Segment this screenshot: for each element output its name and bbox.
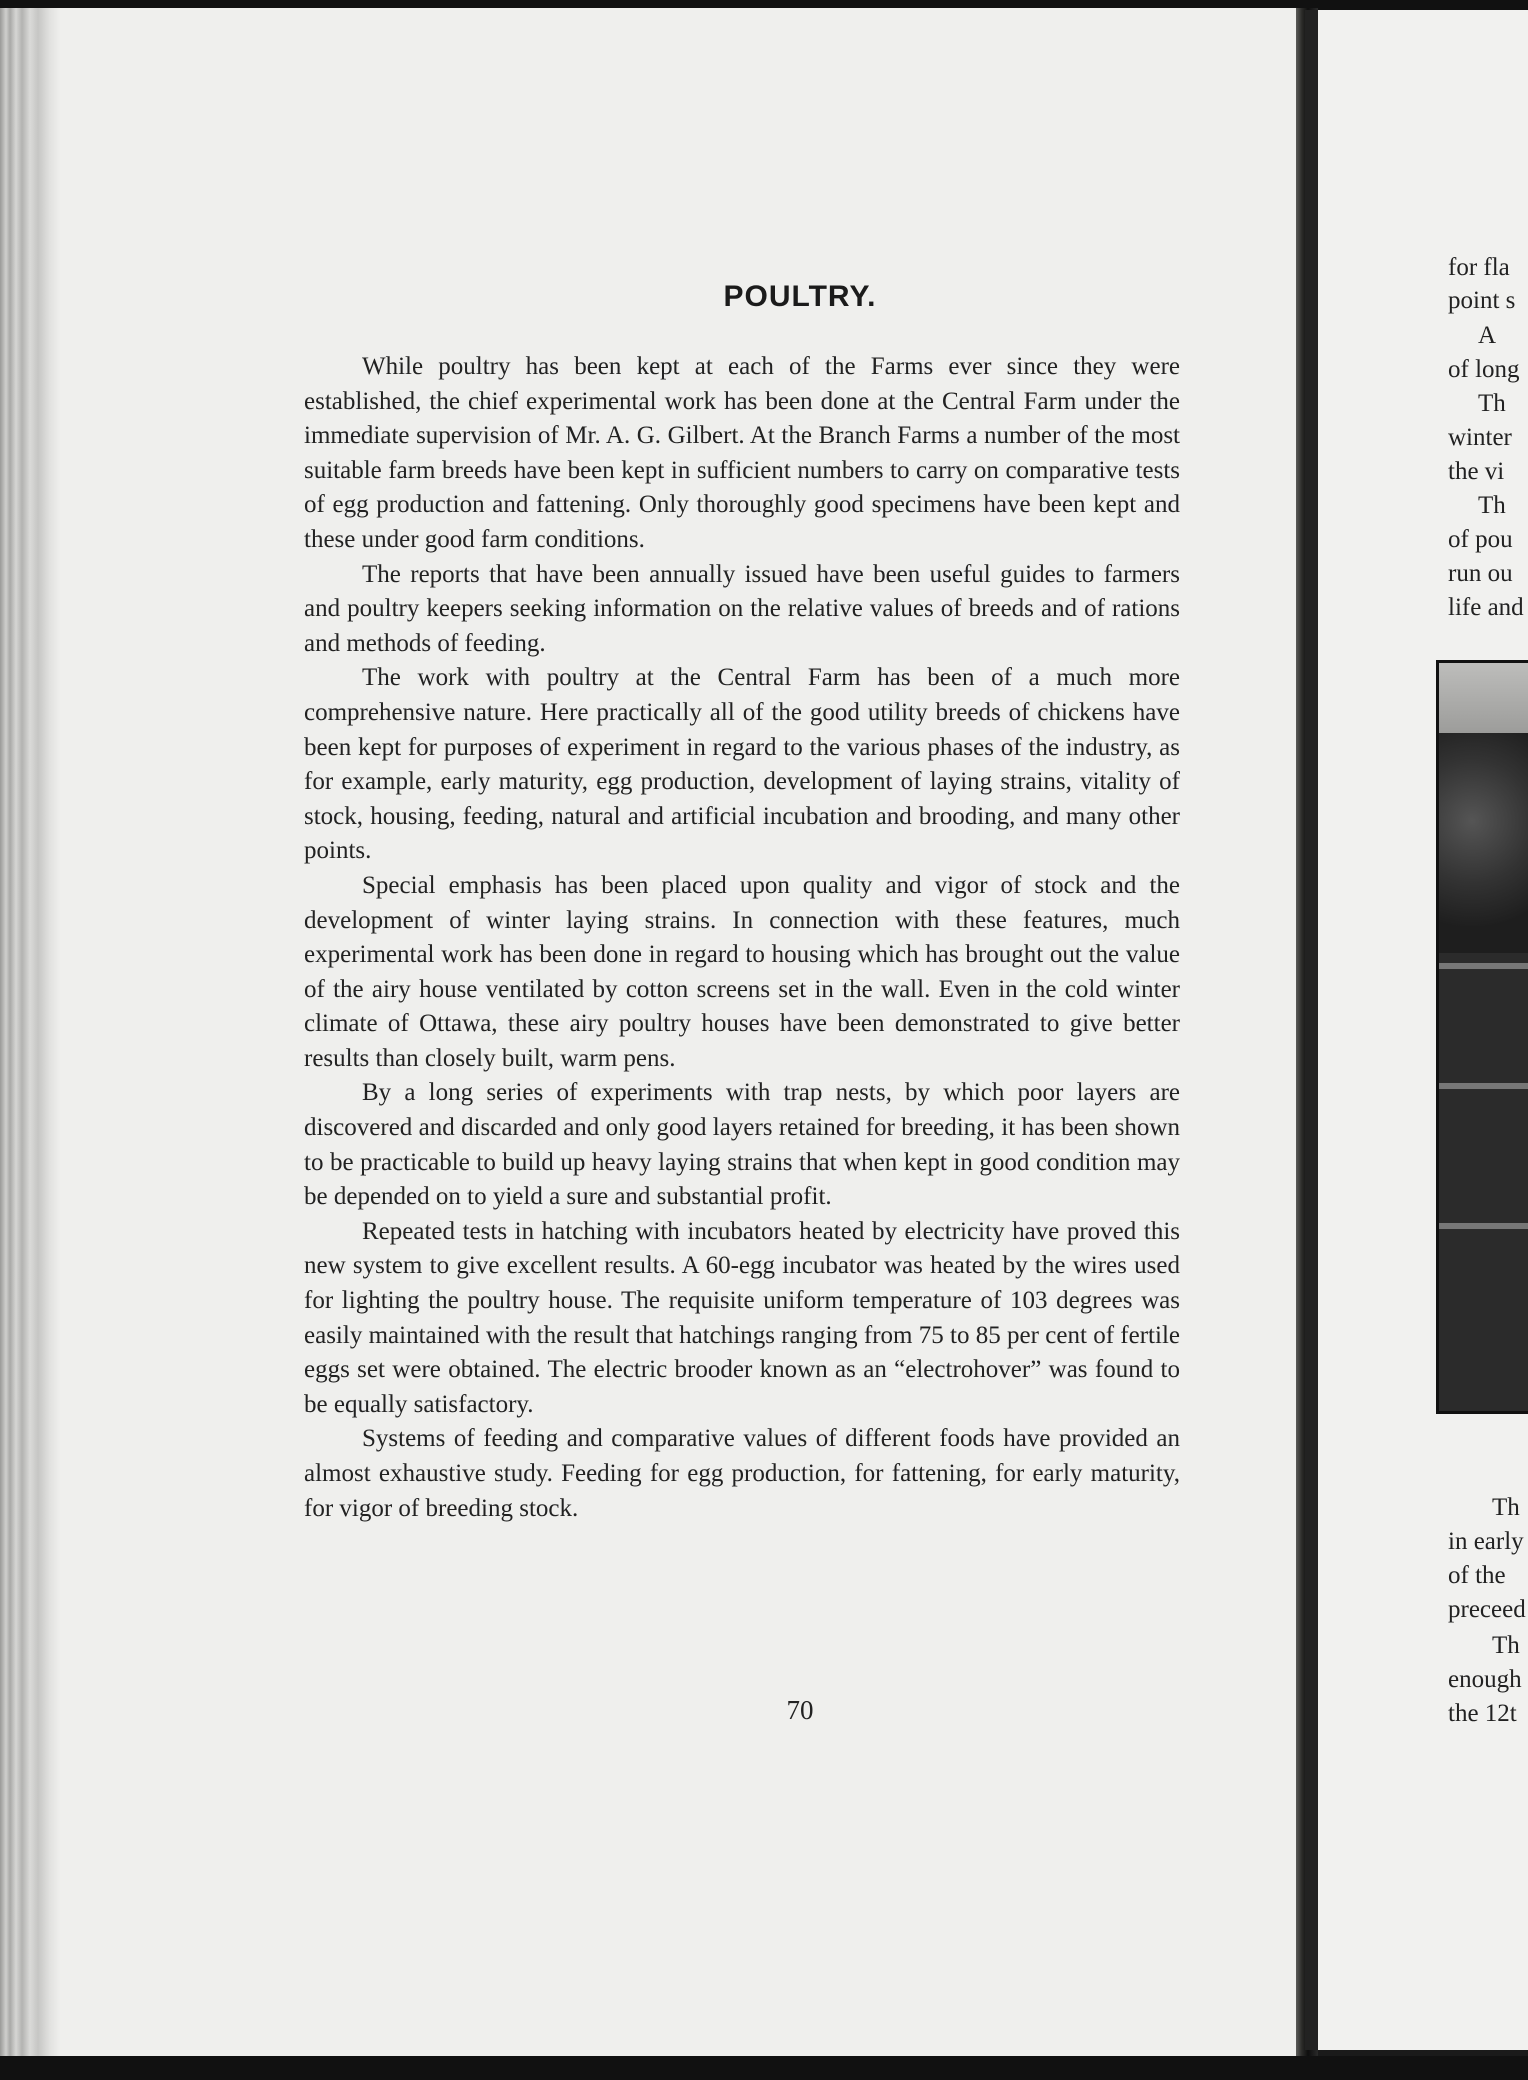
- paragraph: While poultry has been kept at each of the Farms ever since they were established, the chief experimental work has been done at the Central Farm under the immediate supervision of Mr. A. G. Gilbert. At the Branch Farms a number of the most suitable farm breeds have been kept in sufficient numbers to carry on comparative tests of egg production and fattening. Only thoroughly good specimens have been kept and these under good farm conditions.: [304, 353, 1180, 553]
- photo-detail: [1439, 1083, 1528, 1089]
- right-page-fragment: of long: [1448, 356, 1520, 383]
- gutter-shadow: [1305, 10, 1319, 2050]
- right-page-fragment: of pou: [1448, 526, 1513, 553]
- paragraph: By a long series of experiments with trap nests, by which poor layers are discovered and discarded and only good layers retained for breeding, it has been shown to be practicable to build up heavy laying strains that when kept in good condition may be depended on to yield a sure and substantial profit.: [304, 1079, 1180, 1211]
- paragraph: Special emphasis has been placed upon quality and vigor of stock and the development of winter laying strains. In connection with these features, much experimental work has been done in regard to housing which has brought out the value of the airy house ventilated by cotton screens set in the wall. Even in the cold winter climate of Ottawa, these airy poultry houses have been demonstrated to give better results than closely built, warm pens.: [304, 871, 1180, 1072]
- right-page-fragment: Th: [1492, 1494, 1520, 1521]
- photo-detail: [1439, 963, 1528, 969]
- right-page-fragment: in early: [1448, 1528, 1524, 1555]
- right-page-fragment: Th: [1492, 1632, 1520, 1659]
- right-page-fragment: A: [1478, 322, 1497, 349]
- right-page-fragment: point s: [1448, 287, 1516, 314]
- right-page-fragment: winter: [1448, 424, 1512, 451]
- paragraph: Systems of feeding and comparative values of different foods have provided an almost exhaustive study. Feeding for egg production, for fattening, for early maturity, for vigor of breeding stock.: [304, 1425, 1180, 1522]
- right-page-fragment: life and: [1448, 594, 1524, 621]
- body-text: [304, 350, 1180, 1526]
- right-page-fragment: preceed: [1448, 1596, 1526, 1623]
- page-edge: [0, 8, 60, 2056]
- right-page-fragment: the vi: [1448, 458, 1505, 485]
- page-title: POULTRY.: [723, 280, 877, 313]
- page-number: 70: [786, 1695, 814, 1725]
- paragraph: The reports that have been annually issued have been useful guides to farmers and poultry keepers seeking information on the relative values of breeds and of rations and methods of feeding.: [304, 560, 1180, 657]
- right-page-fragment: run ou: [1448, 560, 1513, 587]
- paragraph: The work with poultry at the Central Farm has been of a much more comprehensive nature. Here practically all of the good utility breeds of chickens have been kept for purposes of experiment in regard to the various phases of the industry, as for example, early maturity, egg production, development of laying strains, vitality of stock, housing, feeding, natural and artificial incubation and brooding, and many other points.: [304, 664, 1180, 865]
- photograph: [1436, 660, 1528, 1414]
- photo-detail: [1439, 1223, 1528, 1229]
- photo-tree: [1439, 733, 1528, 953]
- right-page-fragment: enough: [1448, 1666, 1522, 1693]
- right-page-fragment: Th: [1478, 390, 1506, 417]
- right-page-fragment: the 12t: [1448, 1700, 1517, 1727]
- paragraph: Repeated tests in hatching with incubators heated by electricity have proved this new system to give excellent results. A 60-egg incubator was heated by the wires used for lighting the poultry house. The requisite uniform temperature of 103 degrees was easily maintained with the result that hatchings ranging from 75 to 85 per cent of fertile eggs set were obtained. The electric brooder known as an “electrohover” was found to be equally satisfactory.: [304, 1217, 1180, 1418]
- right-page-fragment: for fla: [1448, 254, 1510, 281]
- right-page-fragment: of the: [1448, 1562, 1506, 1589]
- right-page-fragment: Th: [1478, 492, 1506, 519]
- bottom-border: [0, 2056, 1528, 2080]
